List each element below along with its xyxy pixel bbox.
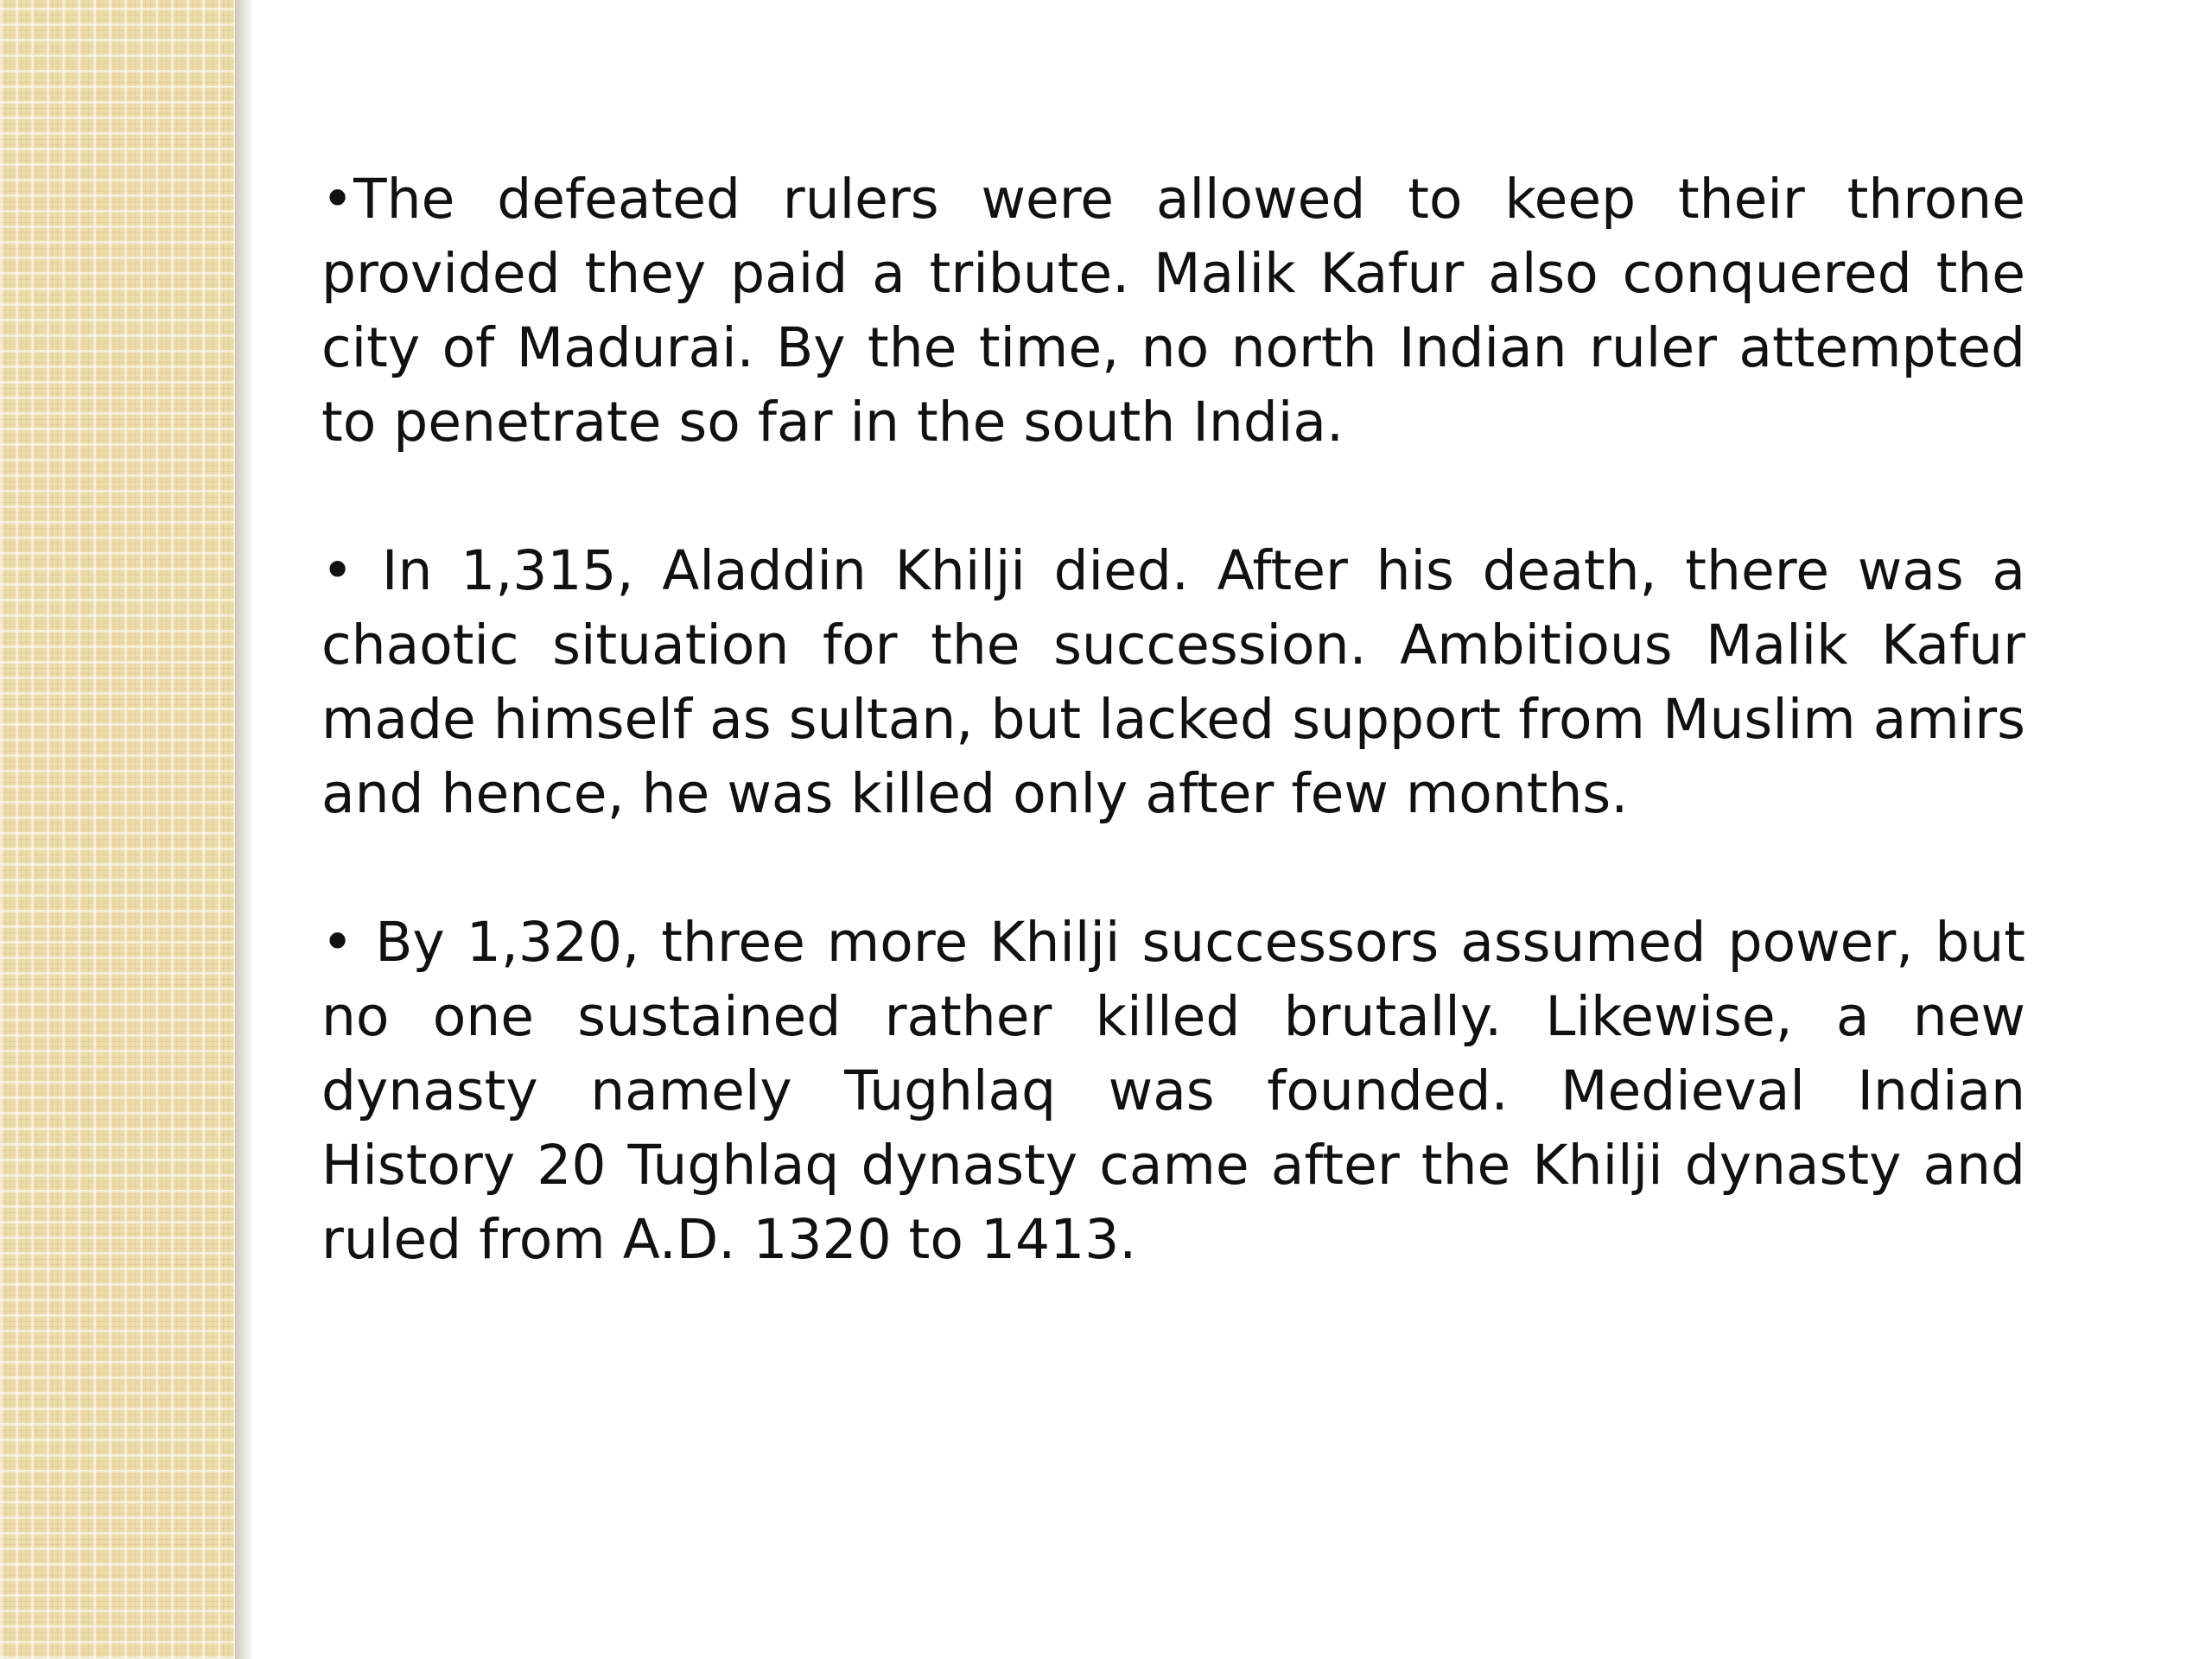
slide-body bbox=[321, 162, 2025, 1351]
decorative-side-panel bbox=[0, 0, 235, 1659]
side-panel-shadow bbox=[235, 0, 254, 1659]
paragraph-tughlaq-founding: • By 1,320, three more Khilji successors assumed power, but no one sustained rather killed brutally. Likewise, a new dynasty namely Tughlaq was founded. Medieval Indian History 20 Tughlaq dynasty came after the Khilji dynasty and ruled from A.D. 1320 to 1413. bbox=[321, 911, 2025, 1271]
paragraph-aladdin-death: • In 1,315, Aladdin Khilji died. After his death, there was a chaotic situation for the succession. Ambitious Malik Kafur made himself as sultan, but lacked support from Muslim amirs and hence, he was killed only after few months. bbox=[321, 539, 2025, 825]
paragraph-defeated-rulers: •The defeated rulers were allowed to keep their throne provided they paid a tribute. Malik Kafur also conquered the city of Madurai. By the time, no north Indian ruler attempted to penetrate so far in the south India. bbox=[321, 168, 2025, 454]
